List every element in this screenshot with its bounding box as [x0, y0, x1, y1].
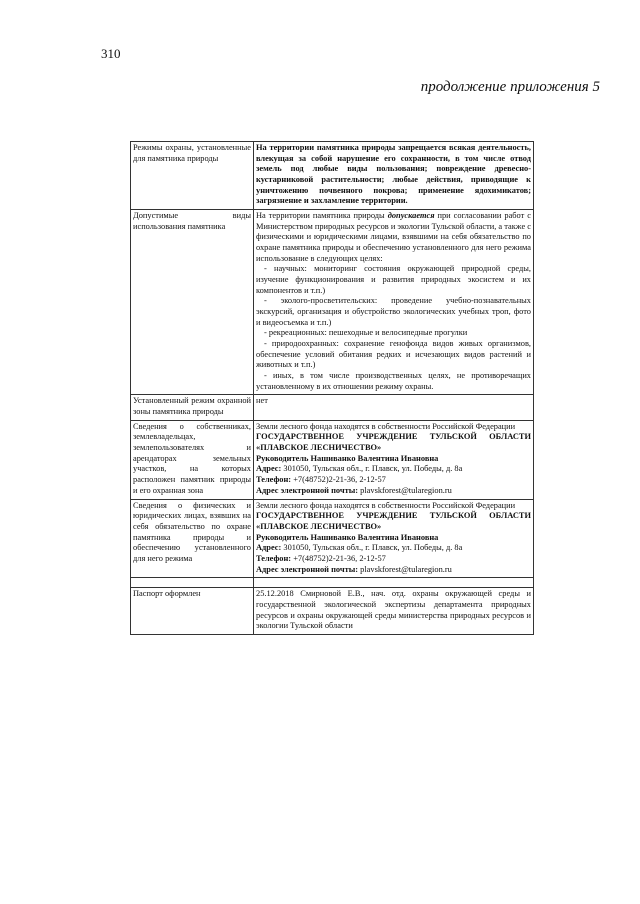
row-label-protection-regime: Режимы охраны, установленные для памятника природы	[131, 142, 254, 210]
spacer-cell	[131, 578, 254, 588]
owners-email-value: plavskforest@tularegion.ru	[360, 485, 452, 495]
table-row	[131, 142, 534, 210]
table-row	[131, 420, 534, 499]
allowed-item-conservation: - природоохранных: сохранение генофонда видов живых организмов, обеспечение условий обитания редких и исчезающих видов растений и животных и т.п.)	[256, 339, 531, 370]
spacer-cell	[254, 578, 534, 588]
owners-organization: ГОСУДАРСТВЕННОЕ УЧРЕЖДЕНИЕ ТУЛЬСКОЙ ОБЛАСТИ «ПЛАВСКОЕ ЛЕСНИЧЕСТВО»	[256, 432, 531, 453]
allowed-intro-end: при согласовании работ с Министерством природных ресурсов и экологии Тульской области, а также с физическими и юридическими лицами, взявшими на себя обязательство по охране памятника природы и обеспечению установленного для него режима использование в следующих целях:	[256, 211, 532, 263]
row-label-buffer-zone: Установленный режим охранной зоны памятника природы	[131, 395, 254, 420]
row-label-responsible: Сведения о физических и юридических лицах, взявших на себя обязательство по охране памятника природы и обеспечению установленного для него режима	[131, 499, 254, 578]
responsible-email-value: plavskforest@tularegion.ru	[360, 564, 452, 574]
responsible-phone-value: +7(48752)2-21-36, 2-12-57	[293, 553, 386, 563]
owners-phone	[256, 475, 531, 486]
responsible-address-value: 301050, Тульская обл., г. Плавск, ул. Победы, д. 8а	[283, 543, 463, 553]
allowed-item-education: - эколого-просветительских: проведение учебно-познавательных экскурсий, организация и обустройство экологических учебных троп, фото и видеосъемка и т.п.)	[256, 296, 531, 327]
owners-address-value: 301050, Тульская обл., г. Плавск, ул. Победы, д. 8а	[283, 464, 463, 474]
owners-phone-label: Телефон:	[256, 475, 292, 485]
table-spacer-row	[131, 578, 534, 588]
owners-address	[256, 464, 531, 475]
row-label-allowed-uses: Допустимые виды использования памятника	[131, 210, 254, 395]
row-value-passport: 25.12.2018 Смирновой Е.В., нач. отд. охраны окружающей среды и государственной экологической экспертизы департамента природных ресурсов и охраны окружающей среды министерства природных ресурсов и экологии Тульской области	[254, 588, 534, 635]
row-value-owners	[254, 420, 534, 499]
row-value-responsible	[254, 499, 534, 578]
allowed-keyword: допускается	[387, 211, 435, 221]
responsible-phone	[256, 554, 531, 565]
responsible-phone-label: Телефон:	[256, 553, 292, 563]
allowed-item-other: - иных, в том числе производственных целях, не противоречащих установленному в их отношении режиму охраны.	[256, 371, 531, 391]
allowed-intro-start: На территории памятника природы	[256, 211, 385, 221]
owners-email	[256, 486, 531, 497]
responsible-organization: ГОСУДАРСТВЕННОЕ УЧРЕЖДЕНИЕ ТУЛЬСКОЙ ОБЛАСТИ «ПЛАВСКОЕ ЛЕСНИЧЕСТВО»	[256, 511, 531, 531]
row-value-buffer-zone: нет	[254, 395, 534, 420]
owners-head: Руководитель Нашиванко Валентина Ивановна	[256, 453, 439, 463]
continuation-caption: продолжение приложения 5	[420, 79, 600, 95]
table-row	[131, 588, 534, 635]
allowed-intro	[256, 211, 531, 264]
owners-phone-value: +7(48752)2-21-36, 2-12-57	[293, 475, 386, 485]
page-number: 310	[101, 46, 121, 61]
row-value-allowed-uses	[254, 210, 534, 395]
table-row	[131, 395, 534, 420]
owners-address-label: Адрес:	[256, 464, 282, 474]
responsible-email-label: Адрес электронной почты:	[256, 564, 359, 574]
allowed-item-recreation: - рекреационных: пешеходные и велосипедные прогулки	[264, 328, 468, 338]
table-row	[131, 210, 534, 395]
responsible-email	[256, 565, 531, 576]
row-label-passport: Паспорт оформлен	[131, 588, 254, 635]
row-value-protection-regime: На территории памятника природы запрещается всякая деятельность, влекущая за собой нарушение его сохранности, в том числе отвод земель под любые виды пользования; повреждение древесно-кустарниковой растительности; любые действия, приводящие к уничтожению почвенного покрова; применение ядохимикатов; загрязнение и захламление территории.	[254, 142, 534, 210]
responsible-land-fund: Земли лесного фонда находятся в собственности Российской Федерации	[256, 500, 516, 510]
responsible-head: Руководитель Нашиванко Валентина Ивановна	[256, 532, 439, 542]
responsible-address-label: Адрес:	[256, 543, 282, 553]
table-row	[131, 499, 534, 578]
allowed-item-science: - научных: мониторинг состояния окружающей природной среды, изучение функционирования и развития природных экосистем и их компонентов и т.п.)	[256, 264, 531, 295]
passport-table	[130, 141, 534, 635]
row-label-owners: Сведения о собственниках, землевладельцах, землепользователях и арендаторах земельных участков, на которых расположен памятник природы и его охранная зона	[131, 420, 254, 499]
owners-email-label: Адрес электронной почты:	[256, 485, 359, 495]
responsible-address	[256, 543, 531, 554]
owners-land-fund: Земли лесного фонда находятся в собственности Российской Федерации	[256, 421, 516, 431]
